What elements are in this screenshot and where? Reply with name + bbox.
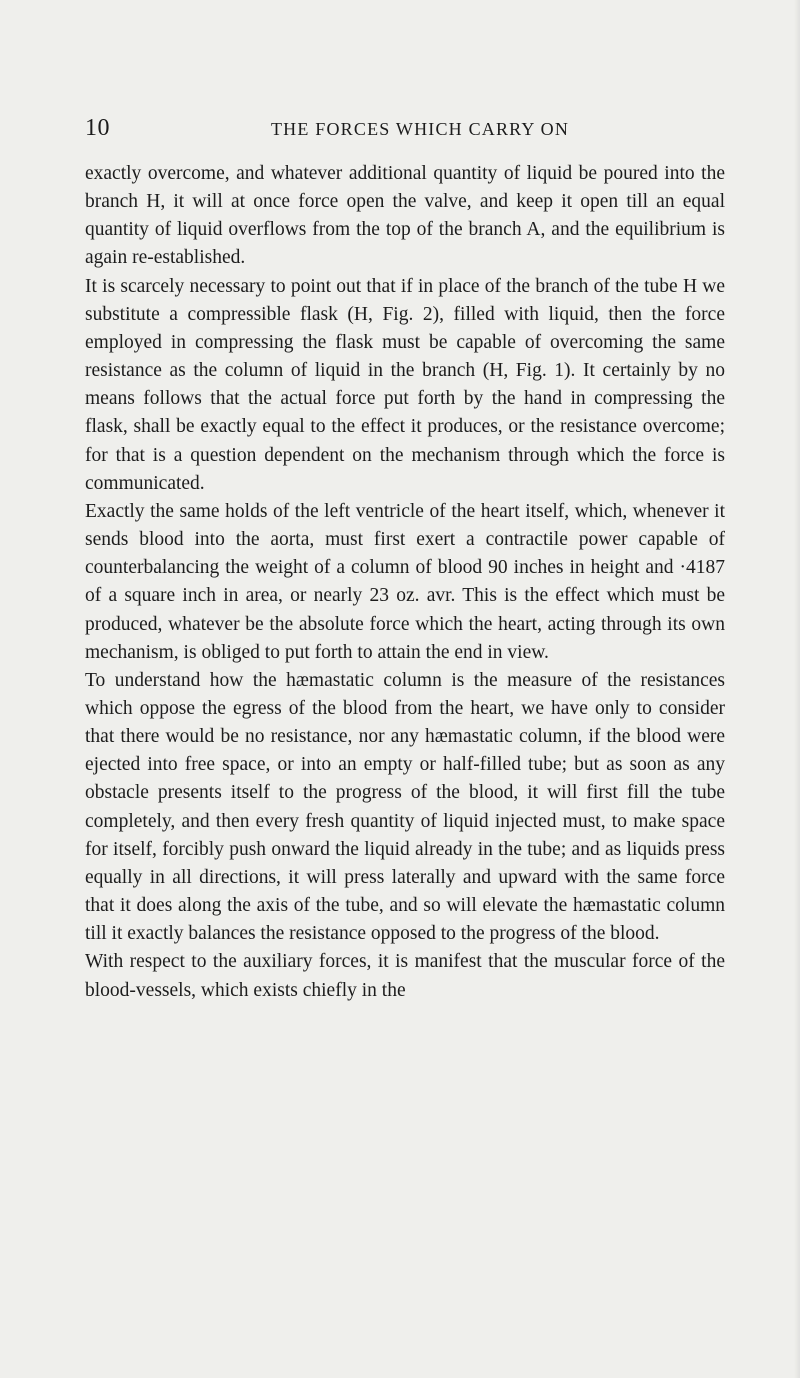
paragraph-2: It is scarcely necessary to point out that if in place of the branch of the tube H we substitute a compressible flask (H, Fig. 2), filled with liquid, then the force employed in compressing the flask must be capable of overcoming the same resistance as the column of liquid in the branch (H, Fig. 1). It certainly by no means follows that the actual force put forth by the hand in compressing the flask, shall be exactly equal to the effect it produces, or the resistance overcome; for that is a question dependent on the mechanism through which the force is communicated. <box>85 275 725 494</box>
page-edge-shadow <box>794 0 800 1378</box>
paragraph-4: To understand how the hæmastatic column is the measure of the resistances which oppose the egress of the blood from the heart, we have only to consider that there would be no resistance, nor any hæmastatic column, if the blood were ejected into free space, or into an empty or half-filled tube; but as soon as any obstacle presents itself to the progress of the blood, it will first fill the tube completely, and then every fresh quantity of liquid injected must, to make space for itself, forcibly push onward the liquid already in the tube; and as liquids press equally in all directions, it will press laterally and upward with the same force that it does along the axis of the tube, and so will elevate the hæmastatic column till it exactly balances the resistance opposed to the progress of the blood. <box>85 669 725 945</box>
page-number: 10 <box>85 115 110 141</box>
paragraph-3: Exactly the same holds of the left ventricle of the heart itself, which, whenever it sends blood into the aorta, must first exert a contractile power capable of counterbalancing the weight of a column of blood 90 inches in height and ·4187 of a square inch in area, or nearly 23 oz. avr. This is the effect which must be produced, whatever be the absolute force which the heart, acting through its own mechanism, is obliged to put forth to attain the end in view. <box>85 500 725 663</box>
running-head-title: THE FORCES WHICH CARRY ON <box>270 119 570 139</box>
running-head <box>85 113 725 143</box>
paragraph-1: exactly overcome, and whatever additional quantity of liquid be poured into the branch H, it will at once force open the valve, and keep it open till an equal quantity of liquid overflows from the top of the branch A, and the equilibrium is again re-established. <box>85 163 725 269</box>
body-text <box>85 160 725 1005</box>
paragraph-5: With respect to the auxiliary forces, it is manifest that the muscular force of the blood-vessels, which exists chiefly in the <box>85 951 725 1001</box>
